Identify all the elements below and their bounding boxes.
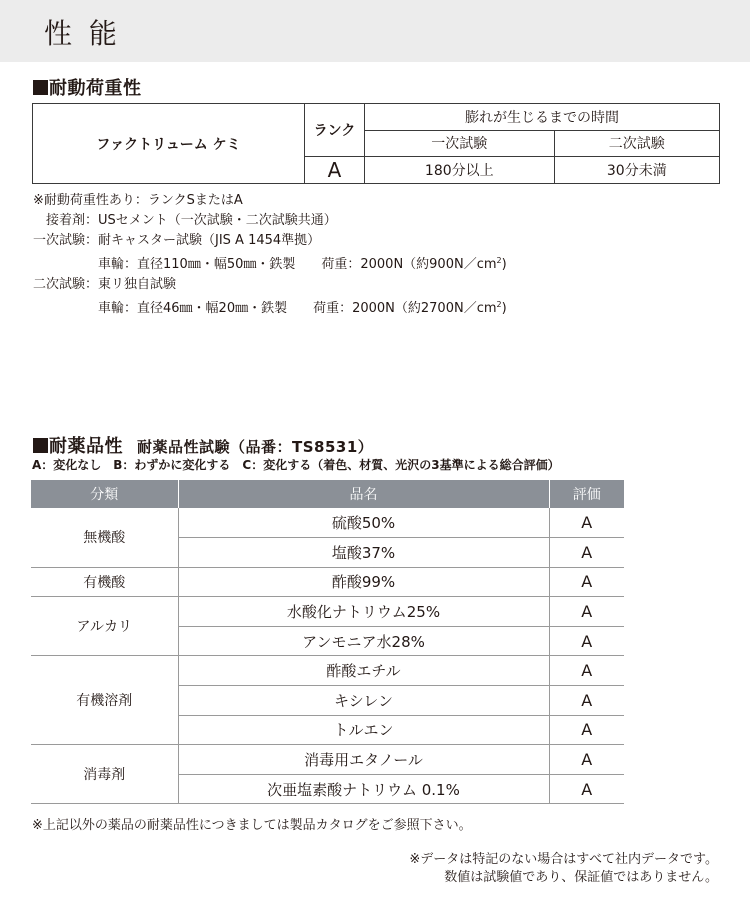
- note-line: 車輪：直径110㎜・幅50㎜・鉄製 荷重：2000N（約$900N/cm^2$): [33, 256, 507, 272]
- table-row: [31, 656, 624, 686]
- square-bullet-icon: [33, 438, 48, 453]
- product-name: ファクトリューム ケミ: [33, 104, 305, 184]
- category-header: 分類: [31, 480, 178, 508]
- rating-cell: A: [549, 686, 624, 716]
- rating-legend: A：変化なし B：わずかに変化する C：変化する（着色、材質、光沢の3基準による総合評価）: [32, 458, 560, 472]
- chemical-table: [31, 480, 624, 804]
- table-row: [31, 508, 624, 538]
- chemical-name-cell: 塩酸37%: [178, 538, 549, 568]
- chemical-subtitle: 耐薬品性試験（品番：TS8531）: [137, 438, 374, 456]
- page-title: 性 能: [44, 17, 121, 50]
- test2-value: 30分未満: [554, 157, 719, 184]
- category-cell: アルカリ: [31, 597, 178, 656]
- chemical-name-cell: 次亜塩素酸ナトリウム 0.1%: [178, 774, 549, 804]
- chemical-name-cell: アンモニア水28%: [178, 626, 549, 656]
- rating-cell: A: [549, 508, 624, 538]
- rating-cell: A: [549, 656, 624, 686]
- note-line: 接着剤：USセメント（一次試験・二次試験共通）: [33, 213, 337, 228]
- rating-cell: A: [549, 774, 624, 804]
- chemical-name-cell: 硫酸50%: [178, 508, 549, 538]
- rating-cell: A: [549, 597, 624, 627]
- category-cell: 無機酸: [31, 508, 178, 567]
- time-header: 膨れが生じるまでの時間: [365, 104, 720, 131]
- chemical-name-cell: トルエン: [178, 715, 549, 745]
- category-cell: 有機酸: [31, 567, 178, 597]
- note-line: 二次試験：東リ独自試験: [33, 277, 177, 292]
- note-line: 一次試験：耐キャスター試験（JIS A 1454準拠）: [33, 233, 321, 248]
- rank-header: ランク: [305, 104, 365, 157]
- dynamic-load-notes: [33, 191, 507, 319]
- note-line: ※耐動荷重性あり：ランクSまたはA: [33, 193, 243, 208]
- chemical-name-cell: 酢酸99%: [178, 567, 549, 597]
- square-bullet-icon: [33, 80, 48, 95]
- dynamic-load-section-title: 耐動荷重性: [33, 74, 142, 100]
- test1-header: 一次試験: [365, 130, 555, 157]
- footnote-data-disclaimer: ※データは特記のない場合はすべて社内データです。 数値は試験値であり、保証値ではありません。: [409, 852, 718, 885]
- footnote-other-chemicals: ※上記以外の薬品の耐薬品性につきましては製品カタログをご参照下さい。: [32, 818, 472, 833]
- category-cell: 消毒剤: [31, 745, 178, 804]
- chemical-name-cell: キシレン: [178, 686, 549, 716]
- name-header: 品名: [178, 480, 549, 508]
- chemical-section-title: 耐薬品性 耐薬品性試験（品番：TS8531）: [33, 432, 373, 458]
- chemical-name-cell: 水酸化ナトリウム25%: [178, 597, 549, 627]
- rating-cell: A: [549, 626, 624, 656]
- category-cell: 有機溶剤: [31, 656, 178, 745]
- table-row: [31, 597, 624, 627]
- rating-cell: A: [549, 745, 624, 775]
- table-row: [31, 567, 624, 597]
- rating-cell: A: [549, 567, 624, 597]
- note-line: 車輪：直径46㎜・幅20㎜・鉄製 荷重：2000N（約$2700N/cm^2$): [33, 300, 507, 316]
- test1-value: 180分以上: [365, 157, 555, 184]
- rank-value: A: [305, 157, 365, 184]
- chemical-name-cell: 酢酸エチル: [178, 656, 549, 686]
- rating-cell: A: [549, 538, 624, 568]
- dynamic-load-table: [32, 103, 720, 184]
- chemical-name-cell: 消毒用エタノール: [178, 745, 549, 775]
- test2-header: 二次試験: [554, 130, 719, 157]
- rating-cell: A: [549, 715, 624, 745]
- rating-header: 評価: [549, 480, 624, 508]
- page-header: [0, 0, 750, 62]
- table-row: [31, 745, 624, 775]
